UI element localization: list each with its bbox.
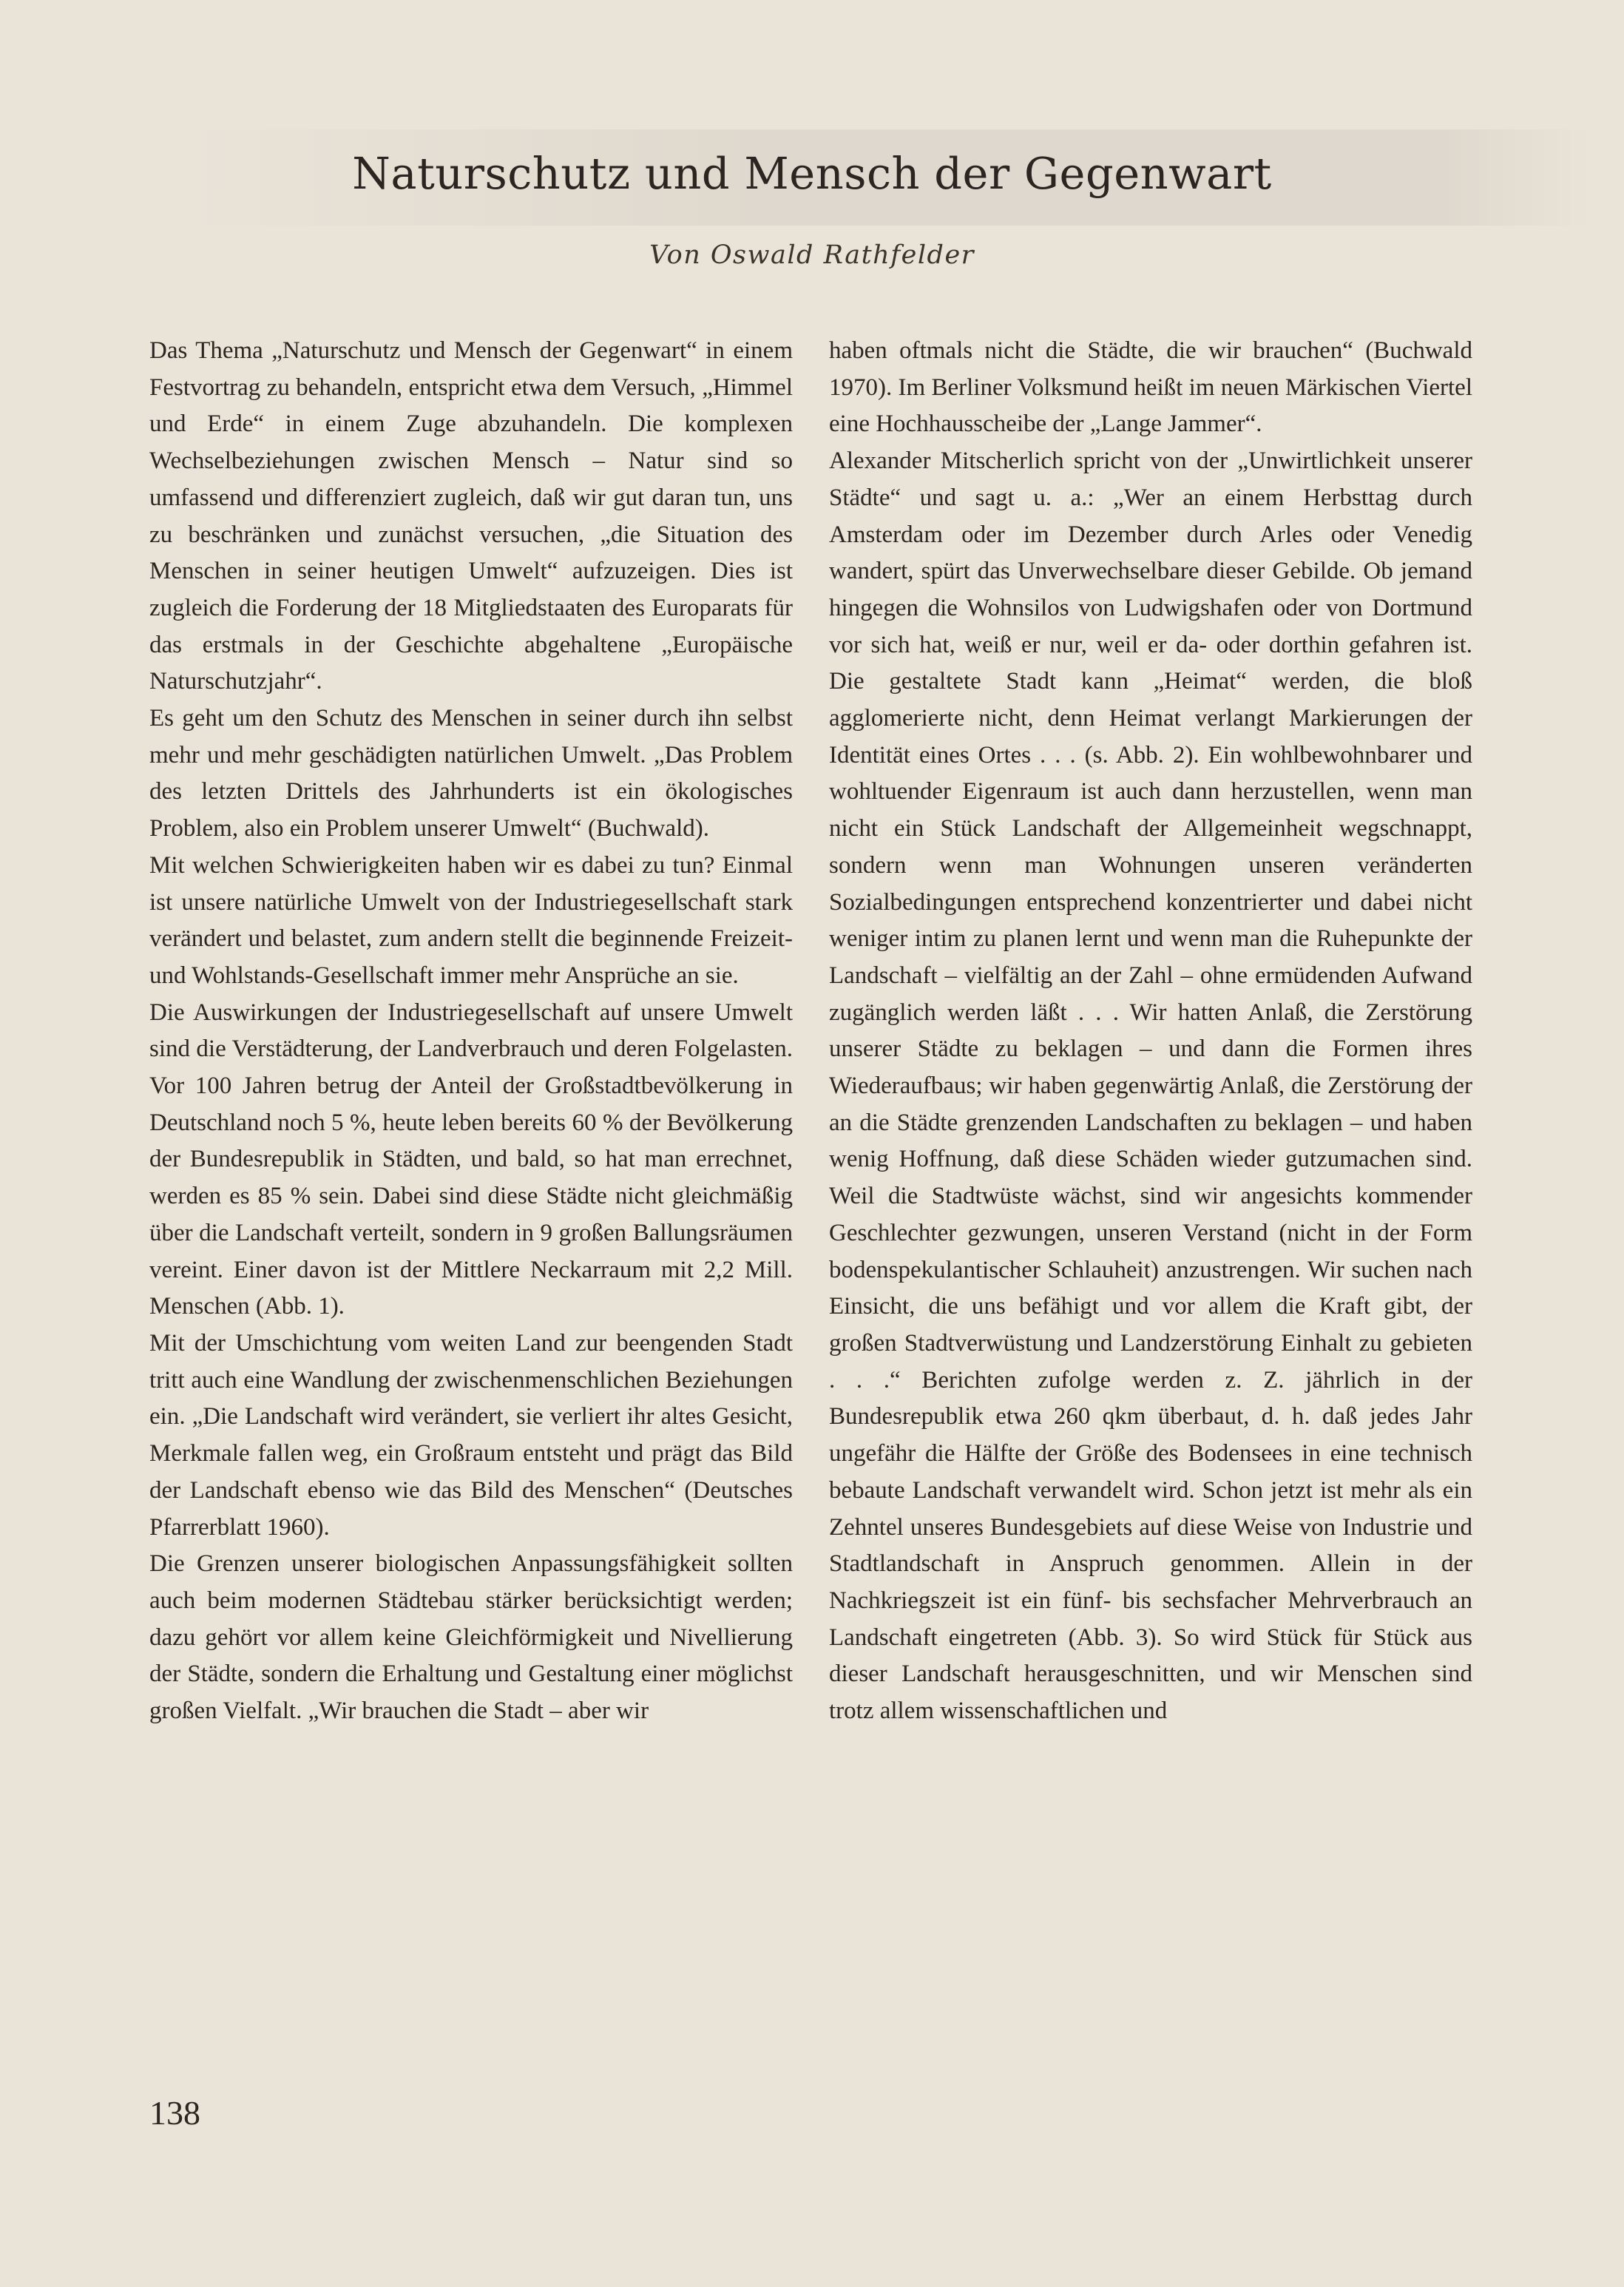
article-author: Von Oswald Rathfelder <box>649 240 975 270</box>
paragraph: Die Auswirkungen der Industriegesellschaft auf unsere Umwelt sind die Verstädterung, der Landverbrauch und deren Folgelasten. Vor 100 Jahren betrug der Anteil der Großstadtbevölkerung in Deutschland noch 5 %, heute leben bereits 60 % der Bevölkerung der Bundesrepublik in Städten, und bald, so hat man errechnet, werden es 85 % sein. Dabei sind diese Städte nicht gleichmäßig über die Landschaft verteilt, sondern in 9 großen Ballungsräumen vereint. Einer davon ist der Mittlere Neckarraum mit 2,2 Mill. Menschen (Abb. 1). <box>149 999 793 1320</box>
paragraph: Das Thema „Naturschutz und Mensch der Gegenwart“ in einem Festvortrag zu behandeln, entspricht etwa dem Versuch, „Himmel und Erde“ in einem Zuge abzuhandeln. Die komplexen Wechselbeziehungen zwischen Mensch – Natur sind so umfassend und differenziert zugleich, daß wir gut daran tun, uns zu beschränken und zunächst versuchen, „die Situation des Menschen in seiner heutigen Umwelt“ aufzuzeigen. Dies ist zugleich die Forderung der 18 Mitgliedstaaten des Europarats für das erstmals in der Geschichte abgehaltene „Europäische Naturschutzjahr“. <box>149 337 793 695</box>
paragraph: Mit welchen Schwierigkeiten haben wir es dabei zu tun? Einmal ist unsere natürliche Umwelt von der Industriegesellschaft stark verändert und belastet, zum andern stellt die beginnende Freizeit- und Wohlstands-Gesellschaft immer mehr Ansprüche an sie. <box>149 851 793 989</box>
paragraph: Die Grenzen unserer biologischen Anpassungsfähigkeit sollten auch beim modernen Städtebau stärker berücksichtigt werden; dazu gehört vor allem keine Gleichförmigkeit und Nivellierung der Städte, sondern die Erhaltung und Gestaltung einer möglichst großen Vielfalt. „Wir brauchen die Stadt – aber wir <box>149 1550 793 1725</box>
left-column <box>149 333 793 1730</box>
paragraph: Alexander Mitscherlich spricht von der „Unwirtlichkeit unserer Städte“ und sagt u. a.: „Wer an einem Herbsttag durch Amsterdam oder im Dezember durch Arles oder Venedig wandert, spürt das Unverwechselbare dieser Gebilde. Ob jemand hingegen die Wohnsilos von Ludwigshafen oder von Dortmund vor sich hat, weiß er nur, weil er da- oder dorthin gefahren ist. Die gestaltete Stadt kann „Heimat“ werden, die bloß agglomerierte nicht, denn Heimat verlangt Markierungen der Identität eines Ortes . . . (s. Abb. 2). Ein wohlbewohnbarer und wohltuender Eigenraum ist auch dann herzustellen, wenn man nicht ein Stück Landschaft der Allgemeinheit wegschnappt, sondern wenn man Wohnungen unseren veränderten Sozialbedingungen entsprechend konzentrierter und dabei nicht weniger intim zu planen lernt und wenn man die Ruhepunkte der Landschaft – vielfältig an der Zahl – ohne ermüdenden Aufwand zugänglich werden läßt . . . Wir hatten Anlaß, die Zerstörung unserer Städte zu beklagen – und dann die Formen ihres Wiederaufbaus; wir haben gegenwärtig Anlaß, die Zerstörung der an die Städte grenzenden Landschaften zu beklagen – und haben wenig Hoffnung, daß diese Schäden wieder gutzumachen sind. Weil die Stadtwüste wächst, sind wir angesichts kommender Geschlechter gezwungen, unseren Verstand (nicht in der Form bodenspekulantischer Schlauheit) anzustrengen. Wir suchen nach Einsicht, die uns befähigt und vor allem die Kraft gibt, der großen Stadtverwüstung und Landzerstörung Einhalt zu gebieten . . .“ Berichten zufolge werden z. Z. jährlich in der Bundesrepublik etwa 260 qkm überbaut, d. h. daß jedes Jahr ungefähr die Hälfte der Größe des Bodensees in eine technisch bebaute Landschaft verwandelt wird. Schon jetzt ist mehr als ein Zehntel unseres Bundesgebiets auf diese Weise von Industrie und Stadtlandschaft in Anspruch genommen. Allein in der Nachkriegszeit ist ein fünf- bis sechsfacher Mehrverbrauch an Landschaft eingetreten (Abb. 3). So wird Stück für Stück aus dieser Landschaft herausgeschnitten, und wir Menschen sind trotz allem wissenschaftlichen und <box>829 447 1472 1725</box>
page-number: 138 <box>149 2094 200 2132</box>
paragraph: Es geht um den Schutz des Menschen in seiner durch ihn selbst mehr und mehr geschädigten natürlichen Umwelt. „Das Problem des letzten Drittels des Jahrhunderts ist ein ökologisches Problem, also ein Problem unserer Umwelt“ (Buchwald). <box>149 705 793 842</box>
article-title: Naturschutz und Mensch der Gegenwart <box>352 148 1272 199</box>
paragraph: Mit der Umschichtung vom weiten Land zur beengenden Stadt tritt auch eine Wandlung der zwischenmenschlichen Beziehungen ein. „Die Landschaft wird verändert, sie verliert ihr altes Gesicht, Merkmale fallen weg, ein Großraum entsteht und prägt das Bild der Landschaft ebenso wie das Bild des Menschen“ (Deutsches Pfarrerblatt 1960). <box>149 1329 793 1541</box>
right-column <box>829 333 1472 1730</box>
paragraph: haben oftmals nicht die Städte, die wir brauchen“ (Buchwald 1970). Im Berliner Volksmund heißt im neuen Märkischen Viertel eine Hochhausscheibe der „Lange Jammer“. <box>829 337 1472 438</box>
